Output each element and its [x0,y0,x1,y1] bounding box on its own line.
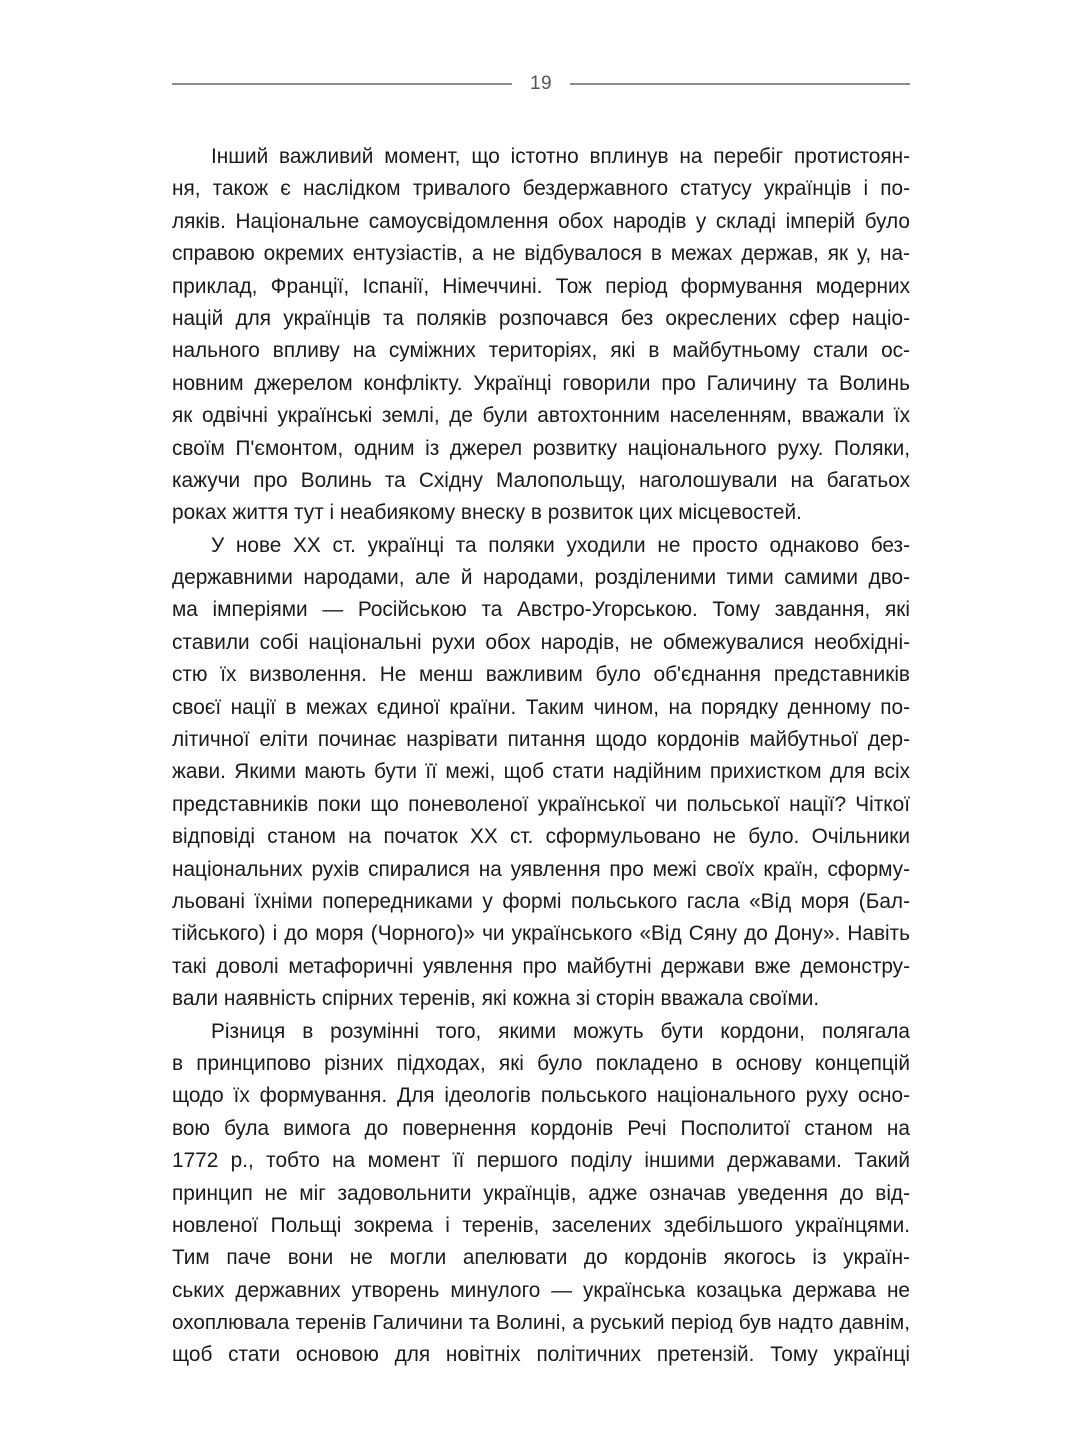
text-line: щоб стати основою для новітніх політичних претензій. Тому українці [172,1343,910,1367]
text-line: кажучи про Волинь та Східну Малопольщу, наголошували на багатьох [172,468,910,492]
text-line: жави. Якими мають бути її межі, щоб стати надійним прихистком для всіх [172,760,910,784]
text-line: новленої Польщі зокрема і теренів, заселених здебільшого українцями. [172,1213,910,1237]
text-line: як одвічні українські землі, де були автохтонним населенням, вважали їх [172,404,910,428]
text-line: вали наявність спірних теренів, які кожна зі сторін вважала своїми. [172,987,820,1011]
text-line: роках життя тут і неабиякому внеску в розвиток цих місцевостей. [172,501,802,525]
text-line: новним джерелом конфлікту. Українці говорили про Галичину та Волинь [172,371,910,395]
text-line: вою була вимога до повернення кордонів Речі Посполитої станом на [172,1116,910,1140]
text-line: принцип не міг задовольнити українців, адже означав уведення до від- [172,1181,910,1205]
text-line: відповіді станом на початок XX ст. сформульовано не було. Очільники [172,825,910,849]
paragraph-3 [172,1016,910,1372]
text-line: літичної еліти починає назрівати питання щодо кордонів майбутньої дер- [172,728,910,752]
page-number: 19 [529,73,553,94]
text-line: ляків. Національне самоусвідомлення обох народів у складі імперій було [172,209,910,233]
text-line: Тим паче вони не могли апелювати до кордонів якогось із україн- [172,1246,910,1270]
text-line: Інший важливий момент, що істотно вплинув на перебіг протистоян- [211,145,910,168]
text-line: представників поки що поневоленої української чи польської нації? Чіткої [172,792,910,816]
text-line: в принципово різних підходах, які було покладено в основу концепцій [172,1051,910,1075]
paragraph-2 [172,530,910,1016]
text-line: національних рухів спиралися на уявлення про межі своїх країн, сформу- [172,857,910,881]
text-line: ставили собі національні рухи обох народів, не обмежувалися необхідні- [172,630,910,654]
text-line: ських державних утворень минулого — українська козацька держава не [172,1278,910,1302]
text-line: тійського) і до моря (Чорного)» чи українського «Від Сяну до Дону». Навіть [172,922,910,946]
text-line: державними народами, але й народами, розділеними тими самими дво- [172,566,910,590]
text-line: такі доволі метафоричні уявлення про майбутні держави вже демонстру- [172,954,910,978]
text-line: щодо їх формування. Для ідеологів польського національного руху осно- [172,1084,910,1108]
text-line: ма імперіями — Російською та Австро-Угорською. Тому завдання, які [172,598,910,622]
text-line: своїм П'ємонтом, одним із джерел розвитку національного руху. Поляки, [172,436,910,460]
text-line: У нове XX ст. українці та поляки уходили не просто однаково без- [211,533,910,557]
text-line: охоплювала теренів Галичини та Волині, а руський період був надто давнім, [172,1311,910,1335]
paragraph-1 [172,141,910,530]
text-line: націй для українців та поляків розпочався без окреслених сфер націо- [172,306,910,330]
text-line: своєї нації в межах єдиної країни. Таким чином, на порядку денному по- [172,695,910,719]
text-line: приклад, Франції, Іспанії, Німеччині. Тож період формування модерних [172,274,910,298]
header-rule-right [570,83,910,85]
text-line: 1772 р., тобто на момент її першого поділу іншими державами. Такий [172,1149,910,1173]
page-header [172,70,910,98]
text-line: нального впливу на суміжних територіях, які в майбутньому стали ос- [172,339,910,363]
text-line: справою окремих ентузіастів, а не відбувалося в межах держав, як у, на- [172,242,910,266]
text-line: Різниця в розумінні того, якими можуть бути кордони, полягала [211,1019,910,1043]
text-line: льовані їхніми попередниками у формі польського гасла «Від моря (Бал- [172,889,910,913]
text-line: стю їх визволення. Не менш важливим було об'єднання представників [172,663,910,687]
text-line: ня, також є наслідком тривалого бездержавного статусу українців і по- [172,177,910,201]
header-rule-left [172,83,512,85]
text-body [172,141,910,1372]
